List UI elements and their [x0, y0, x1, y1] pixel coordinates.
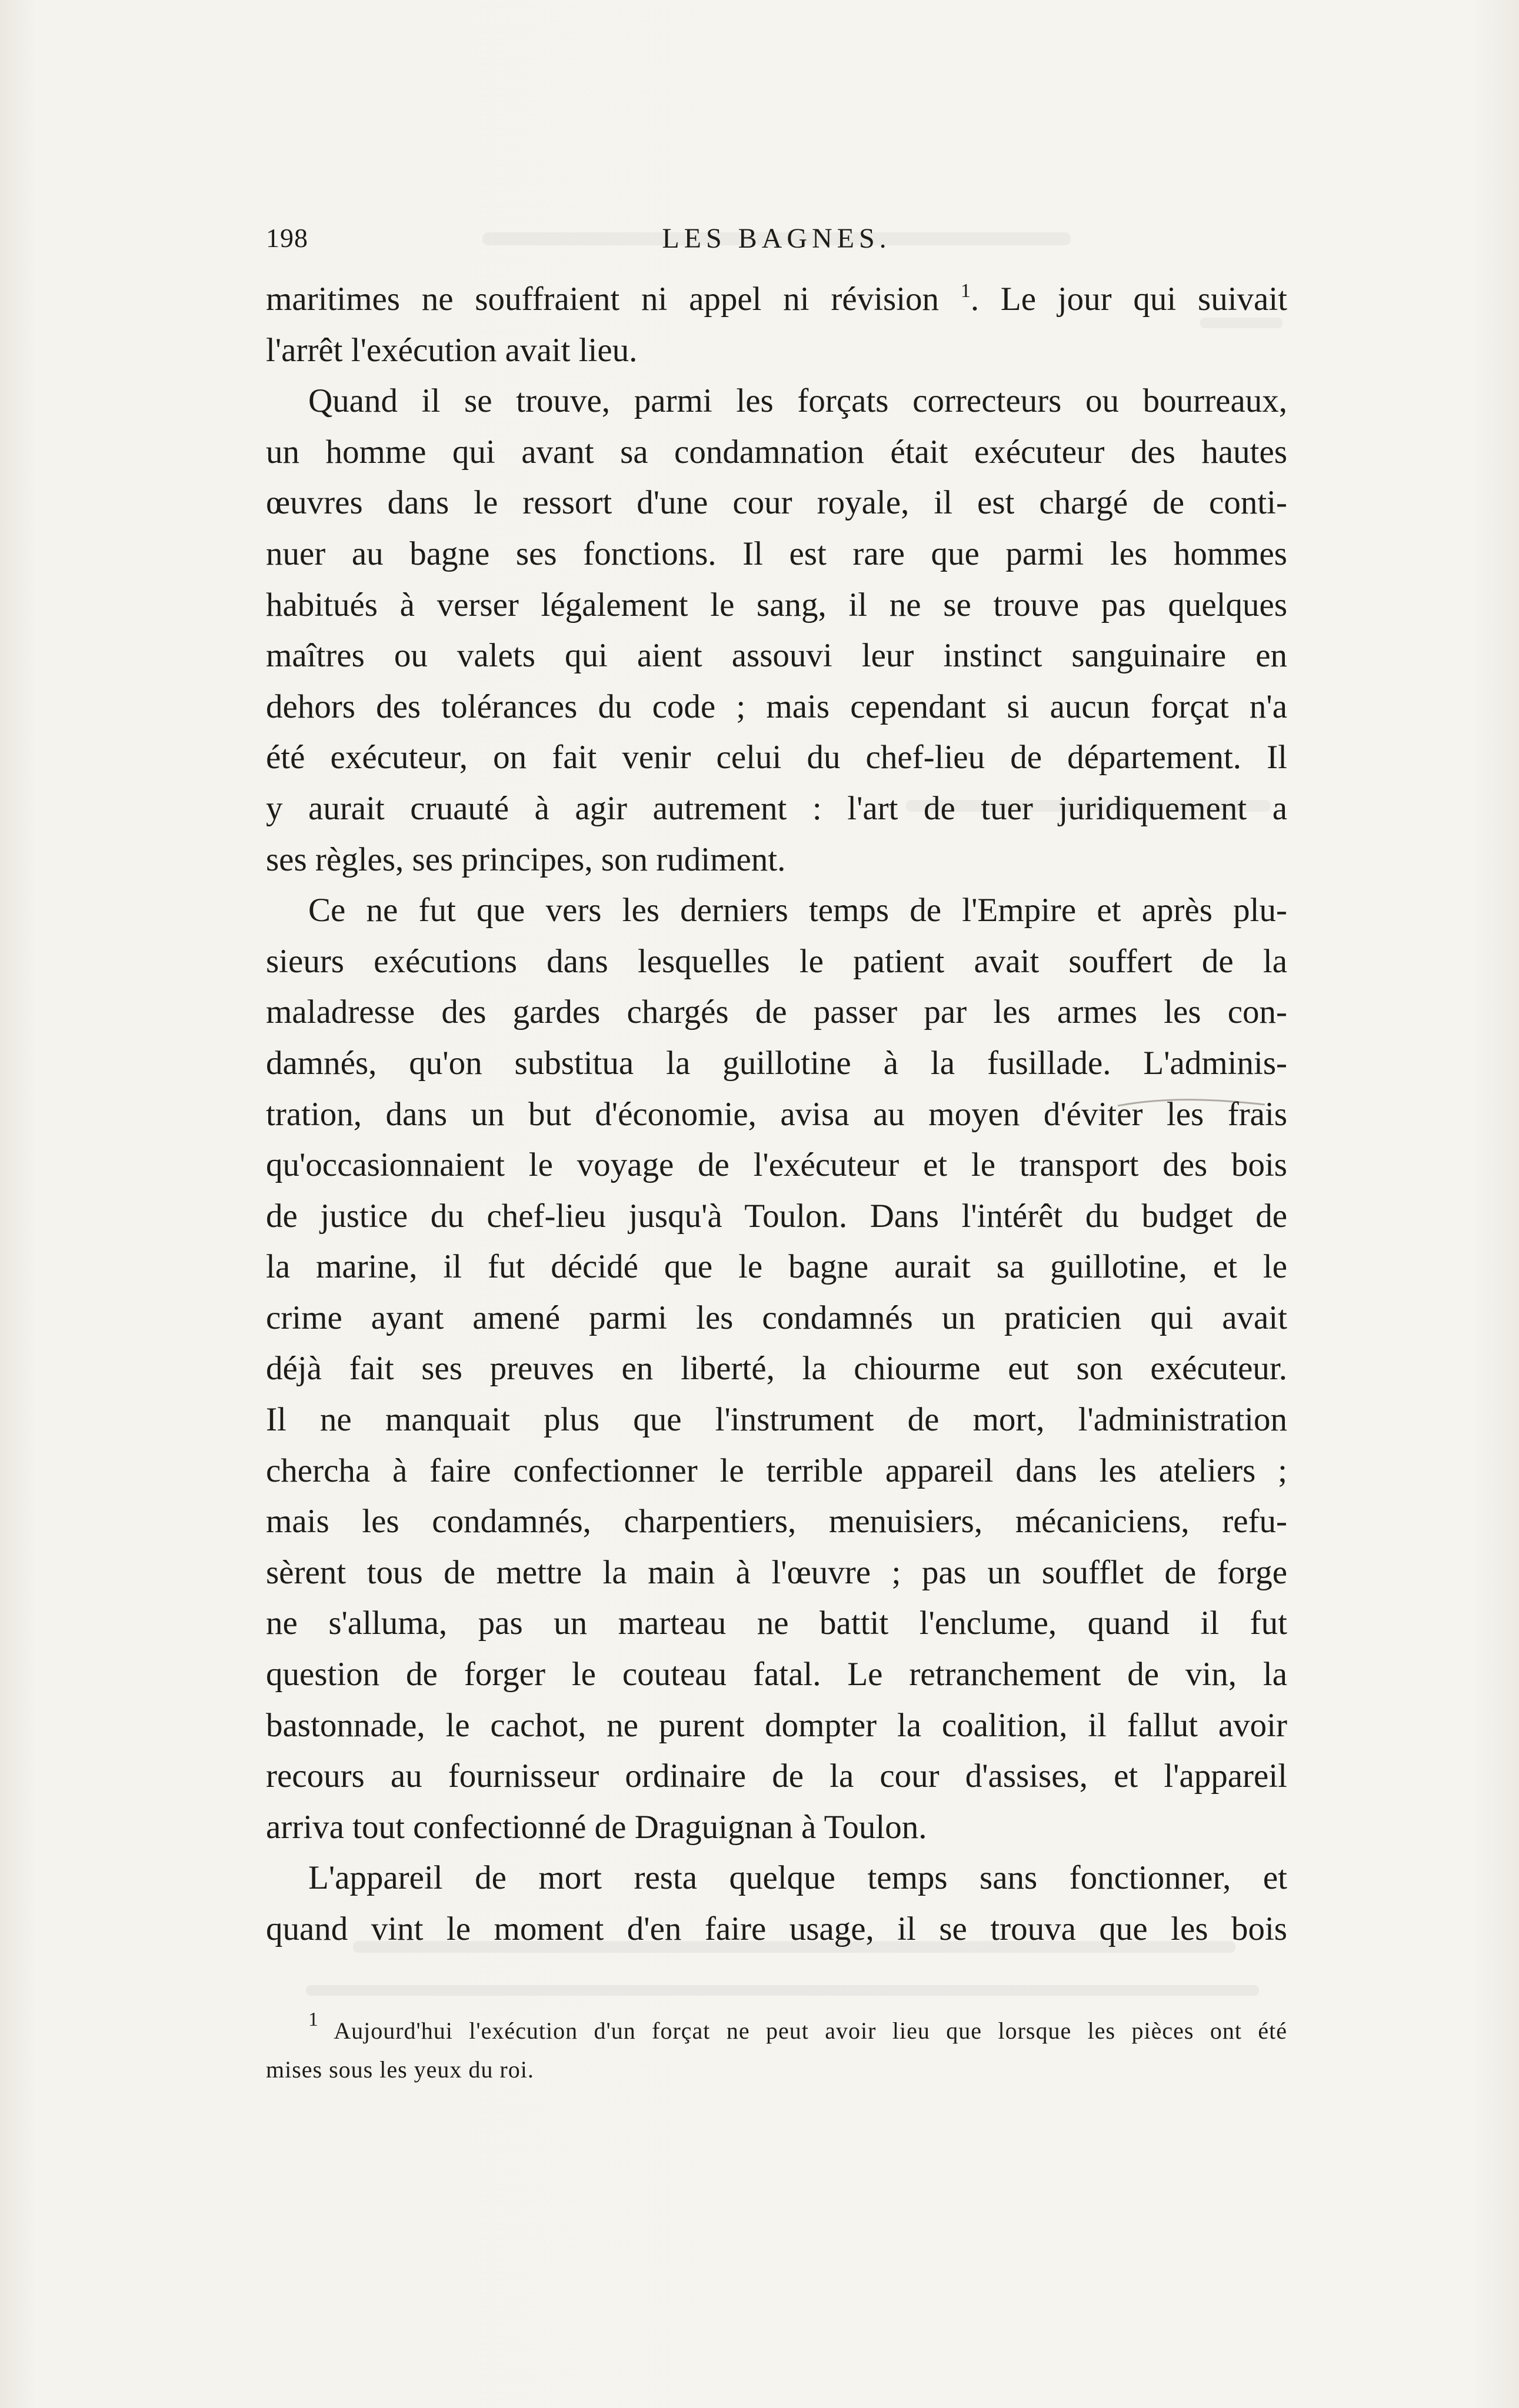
text-line: l'arrêt l'exécution avait lieu.	[266, 331, 638, 369]
text-line: Quand il se trouve, parmi les forçats correcteurs ou bourreaux,	[308, 382, 1287, 420]
text-line: y aurait cruauté à agir autrement : l'art de tuer juridiquement a	[266, 789, 1287, 827]
text-line: sèrent tous de mettre la main à l'œuvre ; pas un soufflet de forge	[266, 1553, 1287, 1591]
footnote-line: mises sous les yeux du roi.	[266, 2056, 534, 2083]
text-line: œuvres dans le ressort d'une cour royale, il est chargé de conti-	[266, 484, 1287, 522]
text-line: damnés, qu'on substitua la guillotine à la fusillade. L'adminis-	[266, 1044, 1287, 1082]
text-line: L'appareil de mort resta quelque temps sans fonctionner, et	[308, 1859, 1287, 1897]
text-line: maritimes ne souffraient ni appel ni révision $^1$. Le jour qui suivait	[266, 280, 1287, 318]
text-line: Ce ne fut que vers les derniers temps de l'Empire et après plu-	[308, 892, 1287, 929]
text-line: question de forger le couteau fatal. Le retranchement de vin, la	[266, 1656, 1287, 1693]
text-line: crime ayant amené parmi les condamnés un praticien qui avait	[266, 1299, 1287, 1336]
text-line: Il ne manquait plus que l'instrument de mort, l'administration	[266, 1401, 1287, 1439]
text-line: un homme qui avant sa condamnation était exécuteur des hautes	[266, 433, 1287, 471]
text-line: quand vint le moment d'en faire usage, il se trouva que les bois	[266, 1910, 1287, 1947]
text-line: qu'occasionnaient le voyage de l'exécuteur et le transport des bois	[266, 1146, 1287, 1184]
text-line: nuer au bagne ses fonctions. Il est rare que parmi les hommes	[266, 535, 1287, 572]
text-line: ne s'alluma, pas un marteau ne battit l'enclume, quand il fut	[266, 1605, 1287, 1642]
text-line: de justice du chef-lieu jusqu'à Toulon. Dans l'intérêt du budget de	[266, 1197, 1287, 1235]
text-line: habitués à verser légalement le sang, il ne se trouve pas quelques	[266, 586, 1287, 623]
text-line: sieurs exécutions dans lesquelles le patient avait souffert de la	[266, 942, 1287, 980]
text-line: chercha à faire confectionner le terrible appareil dans les ateliers ;	[266, 1452, 1287, 1489]
footnote-reference: 1	[960, 280, 971, 302]
footnote-marker: 1	[308, 2009, 319, 2030]
text-line: ses règles, ses principes, son rudiment.	[266, 841, 786, 878]
text-line: été exécuteur, on fait venir celui du chef-lieu de département. Il	[266, 739, 1287, 776]
text-line: dehors des tolérances du code ; mais cependant si aucun forçat n'a	[266, 688, 1287, 725]
text-line: déjà fait ses preuves en liberté, la chiourme eut son exécuteur.	[266, 1350, 1287, 1388]
text-line: maladresse des gardes chargés de passer par les armes les con-	[266, 993, 1287, 1031]
text-line: arriva tout confectionné de Draguignan à Toulon.	[266, 1808, 927, 1846]
text-line: bastonnade, le cachot, ne purent dompter la coalition, il fallut avoir	[266, 1706, 1287, 1744]
text-line: mais les condamnés, charpentiers, menuisiers, mécaniciens, refu-	[266, 1503, 1287, 1540]
text-line: la marine, il fut décidé que le bagne aurait sa guillotine, et le	[266, 1248, 1287, 1286]
running-title: LES BAGNES.	[662, 223, 891, 254]
footnote-line: $^1$ Aujourd'hui l'exécution d'un forçat ne peut avoir lieu que lorsque les pièces ont été	[308, 2009, 1287, 2044]
text-line: recours au fournisseur ordinaire de la cour d'assises, et l'appareil	[266, 1757, 1287, 1795]
footnote	[266, 2009, 1287, 2089]
text-line: tration, dans un but d'économie, avisa au moyen d'éviter les frais	[266, 1095, 1287, 1133]
text-line: maîtres ou valets qui aient assouvi leur instinct sanguinaire en	[266, 637, 1287, 675]
body-text	[266, 274, 1287, 1955]
page-header	[266, 222, 1287, 258]
page-number: 198	[266, 223, 308, 253]
